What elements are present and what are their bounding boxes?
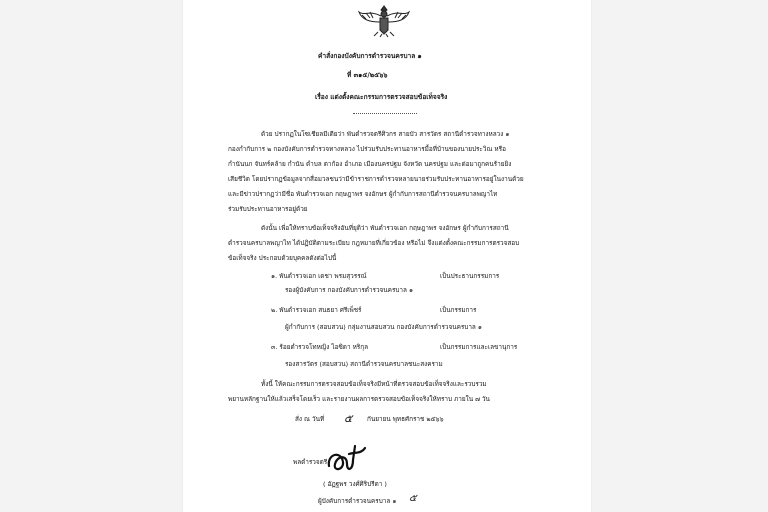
date-rest: กันยายน พุทธศักราช ๒๕๖๖ [367, 415, 444, 423]
signer-title: ผู้บังคับการตำรวจนครบาล ๑ [318, 497, 397, 505]
para1-line: เสียชีวิต โดยปรากฏข้อมูลจากสื่อมวลชนว่ามีข้าราชการตำรวจหลายนายร่วมรับประทานอาหารอยู่ในงานด้วย [228, 175, 524, 183]
garuda-emblem-icon [356, 2, 412, 38]
member-position: รองสารวัตร (สอบสวน) สถานีตำรวจนครบาลชนะสงคราม [285, 360, 443, 368]
para2-line: ตำรวจนครบาลพญาไท ได้ปฏิบัติตามระเบียบ กฎหมายที่เกี่ยวข้อง หรือไม่ จึงแต่งตั้งคณะกรรมการตรวจสอบ [228, 239, 520, 247]
date-label: สั่ง ณ วันที่ [295, 415, 325, 423]
para3-line: ทั้งนี้ ให้คณะกรรมการตรวจสอบข้อเท็จจริงมีหน้าที่ตรวจสอบข้อเท็จจริงและรวบรวม [261, 380, 487, 388]
signer-name: ( อัฏฐพร วงศ์ศิริปรีดา ) [323, 480, 387, 488]
para3-line: พยานหลักฐานให้แล้วเสร็จโดยเร็ว และรายงานผลการตรวจสอบข้อเท็จจริงให้ทราบ ภายใน ๗ วัน [228, 395, 490, 403]
order-header-title: คำสั่งกองบังคับการตำรวจนครบาล ๑ [318, 52, 422, 60]
member-name: ๑. พันตำรวจเอก เดชา พรมสุวรรณ์ [271, 272, 367, 280]
para1-line: กองกำกับการ ๒ กองบังคับการตำรวจทางหลวง ไปร่วมรับประทานอาหารมื้อที่บ้านของนายประวิณ หรือ [228, 145, 506, 153]
date-day-handwritten: ๕ [344, 412, 353, 425]
member-role: เป็นกรรมการ [440, 306, 477, 314]
para2-line: ดังนั้น เพื่อให้ทราบข้อเท็จจริงอันที่ยุติว่า พันตำรวจเอก กฤษฎาพร จงอักษร ผู้กำกับการสถานี [261, 224, 509, 232]
document-page [183, 0, 591, 512]
member-position: รองผู้บังคับการ กองบังคับการตำรวจนครบาล ๑ [285, 286, 414, 294]
member-role: เป็นกรรมการและเลขานุการ [440, 343, 518, 351]
para1-line: ร่วมรับประทานอาหารอยู่ด้วย [228, 205, 308, 213]
member-position: ผู้กำกับการ (สอบสวน) กลุ่มงานสอบสวน กองบังคับการตำรวจนครบาล ๑ [285, 323, 482, 331]
member-name: ๒. พันตำรวจเอก สนธยา ศรีเพ็ชร์ [271, 306, 362, 314]
signer-rank: พลตำรวจตรี [293, 458, 328, 466]
order-subject: เรื่อง แต่งตั้งคณะกรรมการตรวจสอบข้อเท็จจริง [315, 93, 448, 101]
para1-line: ด้วย ปรากฏในโซเชียลมีเดียว่า พันตำรวจตรีศิวกร สายบัว สารวัตร สถานีตำรวจทางหลวง ๑ [261, 130, 510, 138]
order-number: ที่ ๓๑๕/๒๕๖๖ [347, 71, 388, 79]
separator-line [353, 113, 417, 114]
para2-line: ข้อเท็จจริง ประกอบด้วยบุคคลดังต่อไปนี้ [228, 254, 337, 262]
member-role: เป็นประธานกรรมการ [440, 272, 500, 280]
signature-icon [325, 440, 369, 476]
para1-line: และมีข่าวปรากฏว่ามีชื่อ พันตำรวจเอก กฤษฎาพร จงอักษร ผู้กำกับการสถานีตำรวจนครบาลพญาไท [228, 190, 498, 198]
handwritten-mark: ๕ [409, 493, 417, 504]
member-name: ๓. ร้อยตำรวจโทหญิง ไอซิดา หริกุล [271, 343, 368, 351]
para1-line: กำนันนก จันทร์คล้าย กำนัน ตำบล ตาก้อง อำเภอ เมืองนครปฐม จังหวัด นครปฐม และต่อมาถูกคนร้ายยิง [228, 160, 512, 168]
